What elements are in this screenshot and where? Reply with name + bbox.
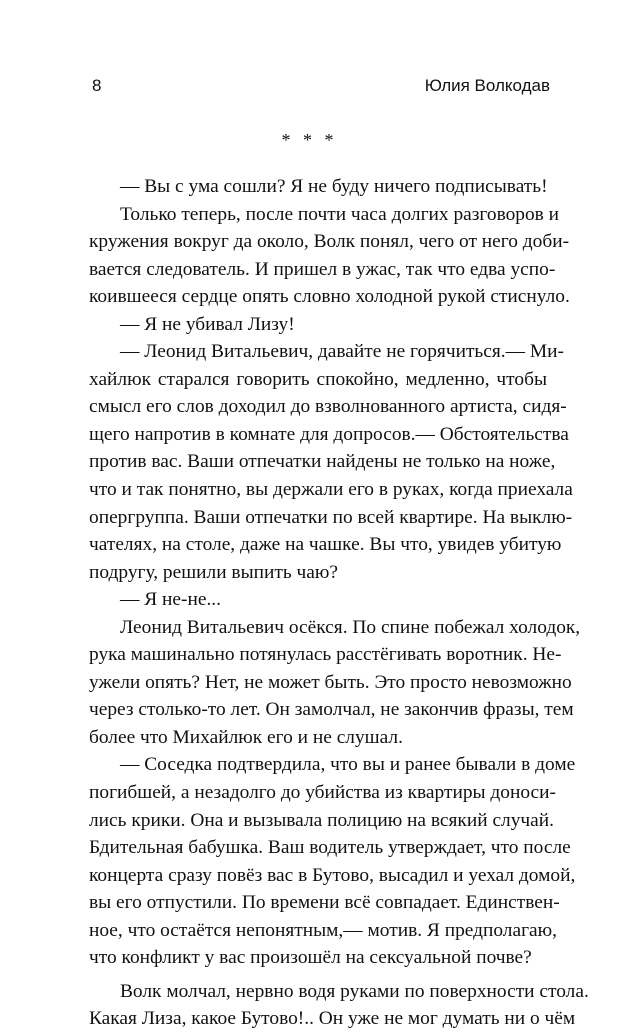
text-line: — Я не-не... bbox=[120, 589, 221, 611]
text-line: щего напротив в комнате для допросов.— Обстоятельства bbox=[89, 423, 569, 445]
page-header bbox=[92, 76, 550, 100]
page-number: 8 bbox=[92, 76, 102, 95]
text-line: против вас. Ваши отпечатки найдены не только на ноже, bbox=[89, 451, 556, 473]
text-line: вается следователь. И пришел в ужас, так что едва успо- bbox=[89, 258, 556, 280]
body-text bbox=[89, 173, 589, 1033]
text-line: Какая Лиза, какое Бутово!.. Он уже не мог думать ни о чём bbox=[89, 1008, 576, 1030]
text-line: концерта сразу повёз вас в Бутово, высадил и уехал домой, bbox=[89, 864, 576, 886]
text-line: Леонид Витальевич осёкся. По спине побежал холодок, bbox=[120, 616, 581, 638]
text-line: хайлюк старался говорить спокойно, медленно, чтобы bbox=[89, 368, 547, 390]
text-line: — Леонид Витальевич, давайте не горячиться.— Ми- bbox=[120, 341, 564, 363]
text-line: ное, что остаётся непонятным,— мотив. Я предполагаю, bbox=[89, 919, 557, 941]
text-line: что и так понятно, вы держали его в руках, когда приехала bbox=[89, 479, 573, 501]
section-separator: * * * bbox=[281, 130, 338, 150]
text-line: — Я не убивал Лизу! bbox=[120, 313, 295, 335]
text-line: опергруппа. Ваши отпечатки по всей квартире. На выклю- bbox=[89, 506, 573, 528]
text-line: коившееся сердце опять словно холодной рукой стиснуло. bbox=[89, 286, 570, 308]
text-line: подругу, решили выпить чаю? bbox=[89, 561, 338, 583]
text-line: рука машинально потянулась расстёгивать воротник. Не- bbox=[89, 644, 562, 666]
text-line: Бдительная бабушка. Ваш водитель утверждает, что после bbox=[89, 837, 571, 859]
text-line: Волк молчал, нервно водя руками по поверхности стола. bbox=[120, 980, 589, 1002]
text-line: смысл его слов доходил до взволнованного артиста, сидя- bbox=[89, 396, 567, 418]
text-line: более что Михайлюк его и не слушал. bbox=[89, 726, 403, 748]
text-line: вы его отпустили. По времени всё совпадает. Единствен- bbox=[89, 892, 560, 914]
text-line: ужели опять? Нет, не может быть. Это просто невозможно bbox=[89, 671, 572, 693]
text-line: через столько-то лет. Он замолчал, не закончив фразы, тем bbox=[89, 699, 574, 721]
text-line: — Соседка подтвердила, что вы и ранее бывали в доме bbox=[120, 754, 576, 776]
running-head: Юлия Волкодав bbox=[424, 76, 550, 95]
text-line: кружения вокруг да около, Волк понял, чего от него доби- bbox=[89, 231, 570, 253]
text-line: лись крики. Она и вызывала полицию на всякий случай. bbox=[89, 809, 555, 831]
text-line: что конфликт у вас произошёл на сексуальной почве? bbox=[89, 947, 532, 969]
text-line: чателях, на столе, даже на чашке. Вы что, увидев убитую bbox=[89, 534, 562, 556]
text-line: Только теперь, после почти часа долгих разговоров и bbox=[120, 203, 560, 225]
text-line: — Вы с ума сошли? Я не буду ничего подписывать! bbox=[120, 176, 548, 197]
text-line: погибшей, а незадолго до убийства из квартиры доноси- bbox=[89, 782, 556, 804]
